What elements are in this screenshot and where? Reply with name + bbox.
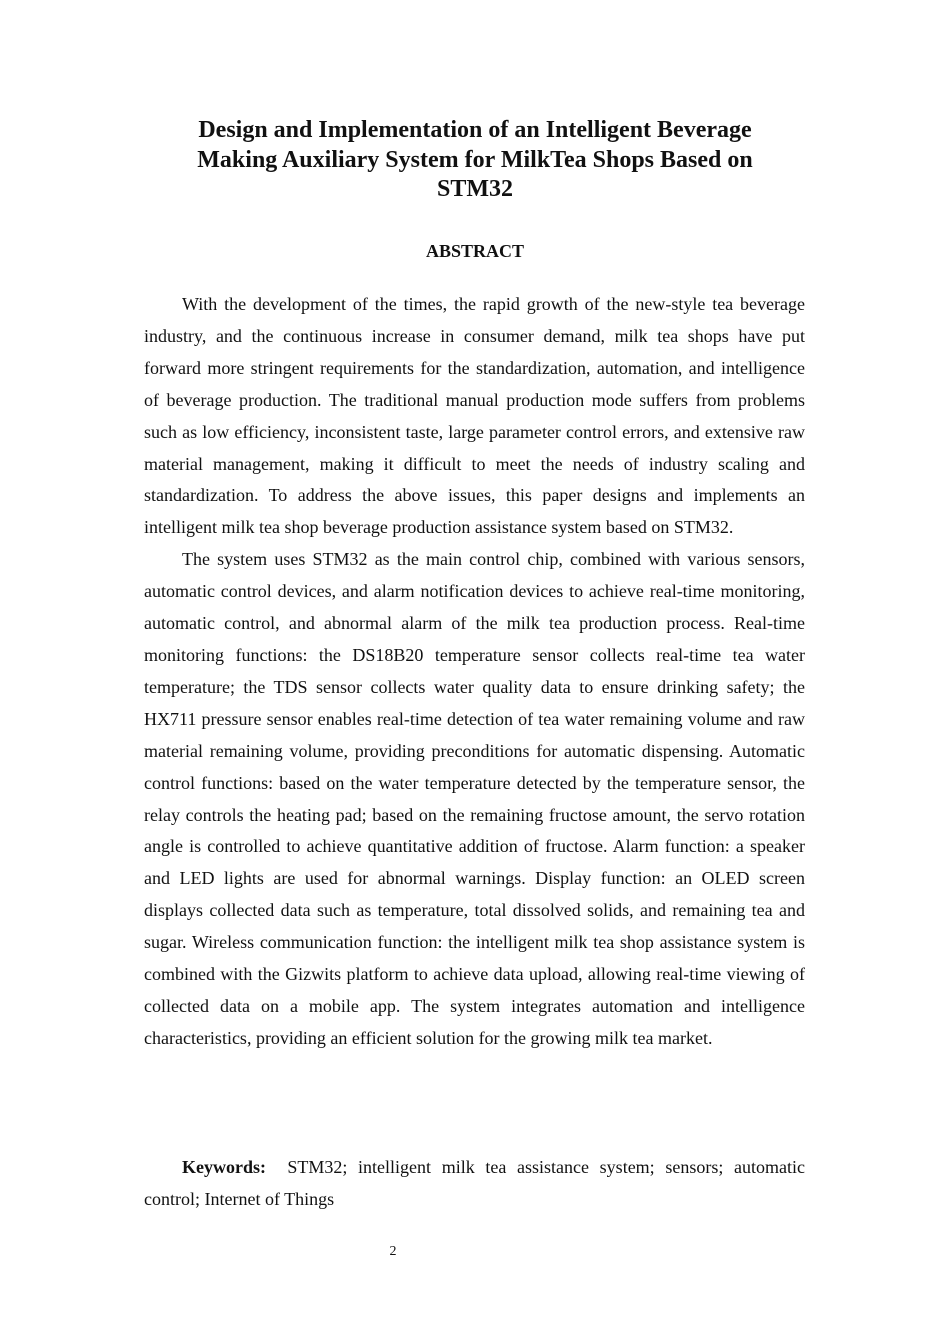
- keywords-text: STM32; intelligent milk tea assistance system; sensors; automatic control; Internet of Things: [144, 1157, 805, 1209]
- page-number: 2: [389, 1244, 397, 1259]
- keywords-label: Keywords:: [182, 1157, 266, 1177]
- abstract-body: [144, 289, 805, 1055]
- paper-title: [150, 116, 800, 205]
- abstract-paragraph-1: With the development of the times, the rapid growth of the new-style tea beverage industry, and the continuous increase in consumer demand, milk tea shops have put forward more stringent requirements for the standardization, automation, and intelligence of beverage production. The traditional manual production mode suffers from problems such as low efficiency, inconsistent taste, large parameter control errors, and extensive raw material management, making it difficult to meet the needs of industry scaling and standardization. To address the above issues, this paper designs and implements an intelligent milk tea shop beverage production assistance system based on STM32.: [144, 294, 805, 538]
- keywords: [144, 1152, 805, 1216]
- title-line-1: Design and Implementation of an Intelligent Beverage: [198, 117, 752, 143]
- abstract-paragraph-2: The system uses STM32 as the main control chip, combined with various sensors, automatic control devices, and alarm notification devices to achieve real-time monitoring, automatic control, and abnormal alarm of the milk tea production process. Real-time monitoring functions: the DS18B20 temperature sensor collects real-time tea water temperature; the TDS sensor collects water quality data to ensure drinking safety; the HX711 pressure sensor enables real-time detection of tea water remaining volume and raw material remaining volume, providing preconditions for automatic dispensing. Automatic control functions: based on the water temperature detected by the temperature sensor, the relay controls the heating pad; based on the remaining fructose amount, the servo rotation angle is controlled to achieve quantitative addition of fructose. Alarm function: a speaker and LED lights are used for abnormal warnings. Display function: an OLED screen displays collected data such as temperature, total dissolved solids, and remaining tea and sugar. Wireless communication function: the intelligent milk tea shop assistance system is combined with the Gizwits platform to achieve data upload, allowing real-time viewing of collected data on a mobile app. The system integrates automation and intelligence characteristics, providing an efficient solution for the growing milk tea market.: [144, 549, 805, 1048]
- title-line-3: STM32: [436, 176, 513, 202]
- title-line-2: Making Auxiliary System for MilkTea Shops Based on: [197, 146, 753, 173]
- abstract-heading: ABSTRACT: [425, 241, 525, 261]
